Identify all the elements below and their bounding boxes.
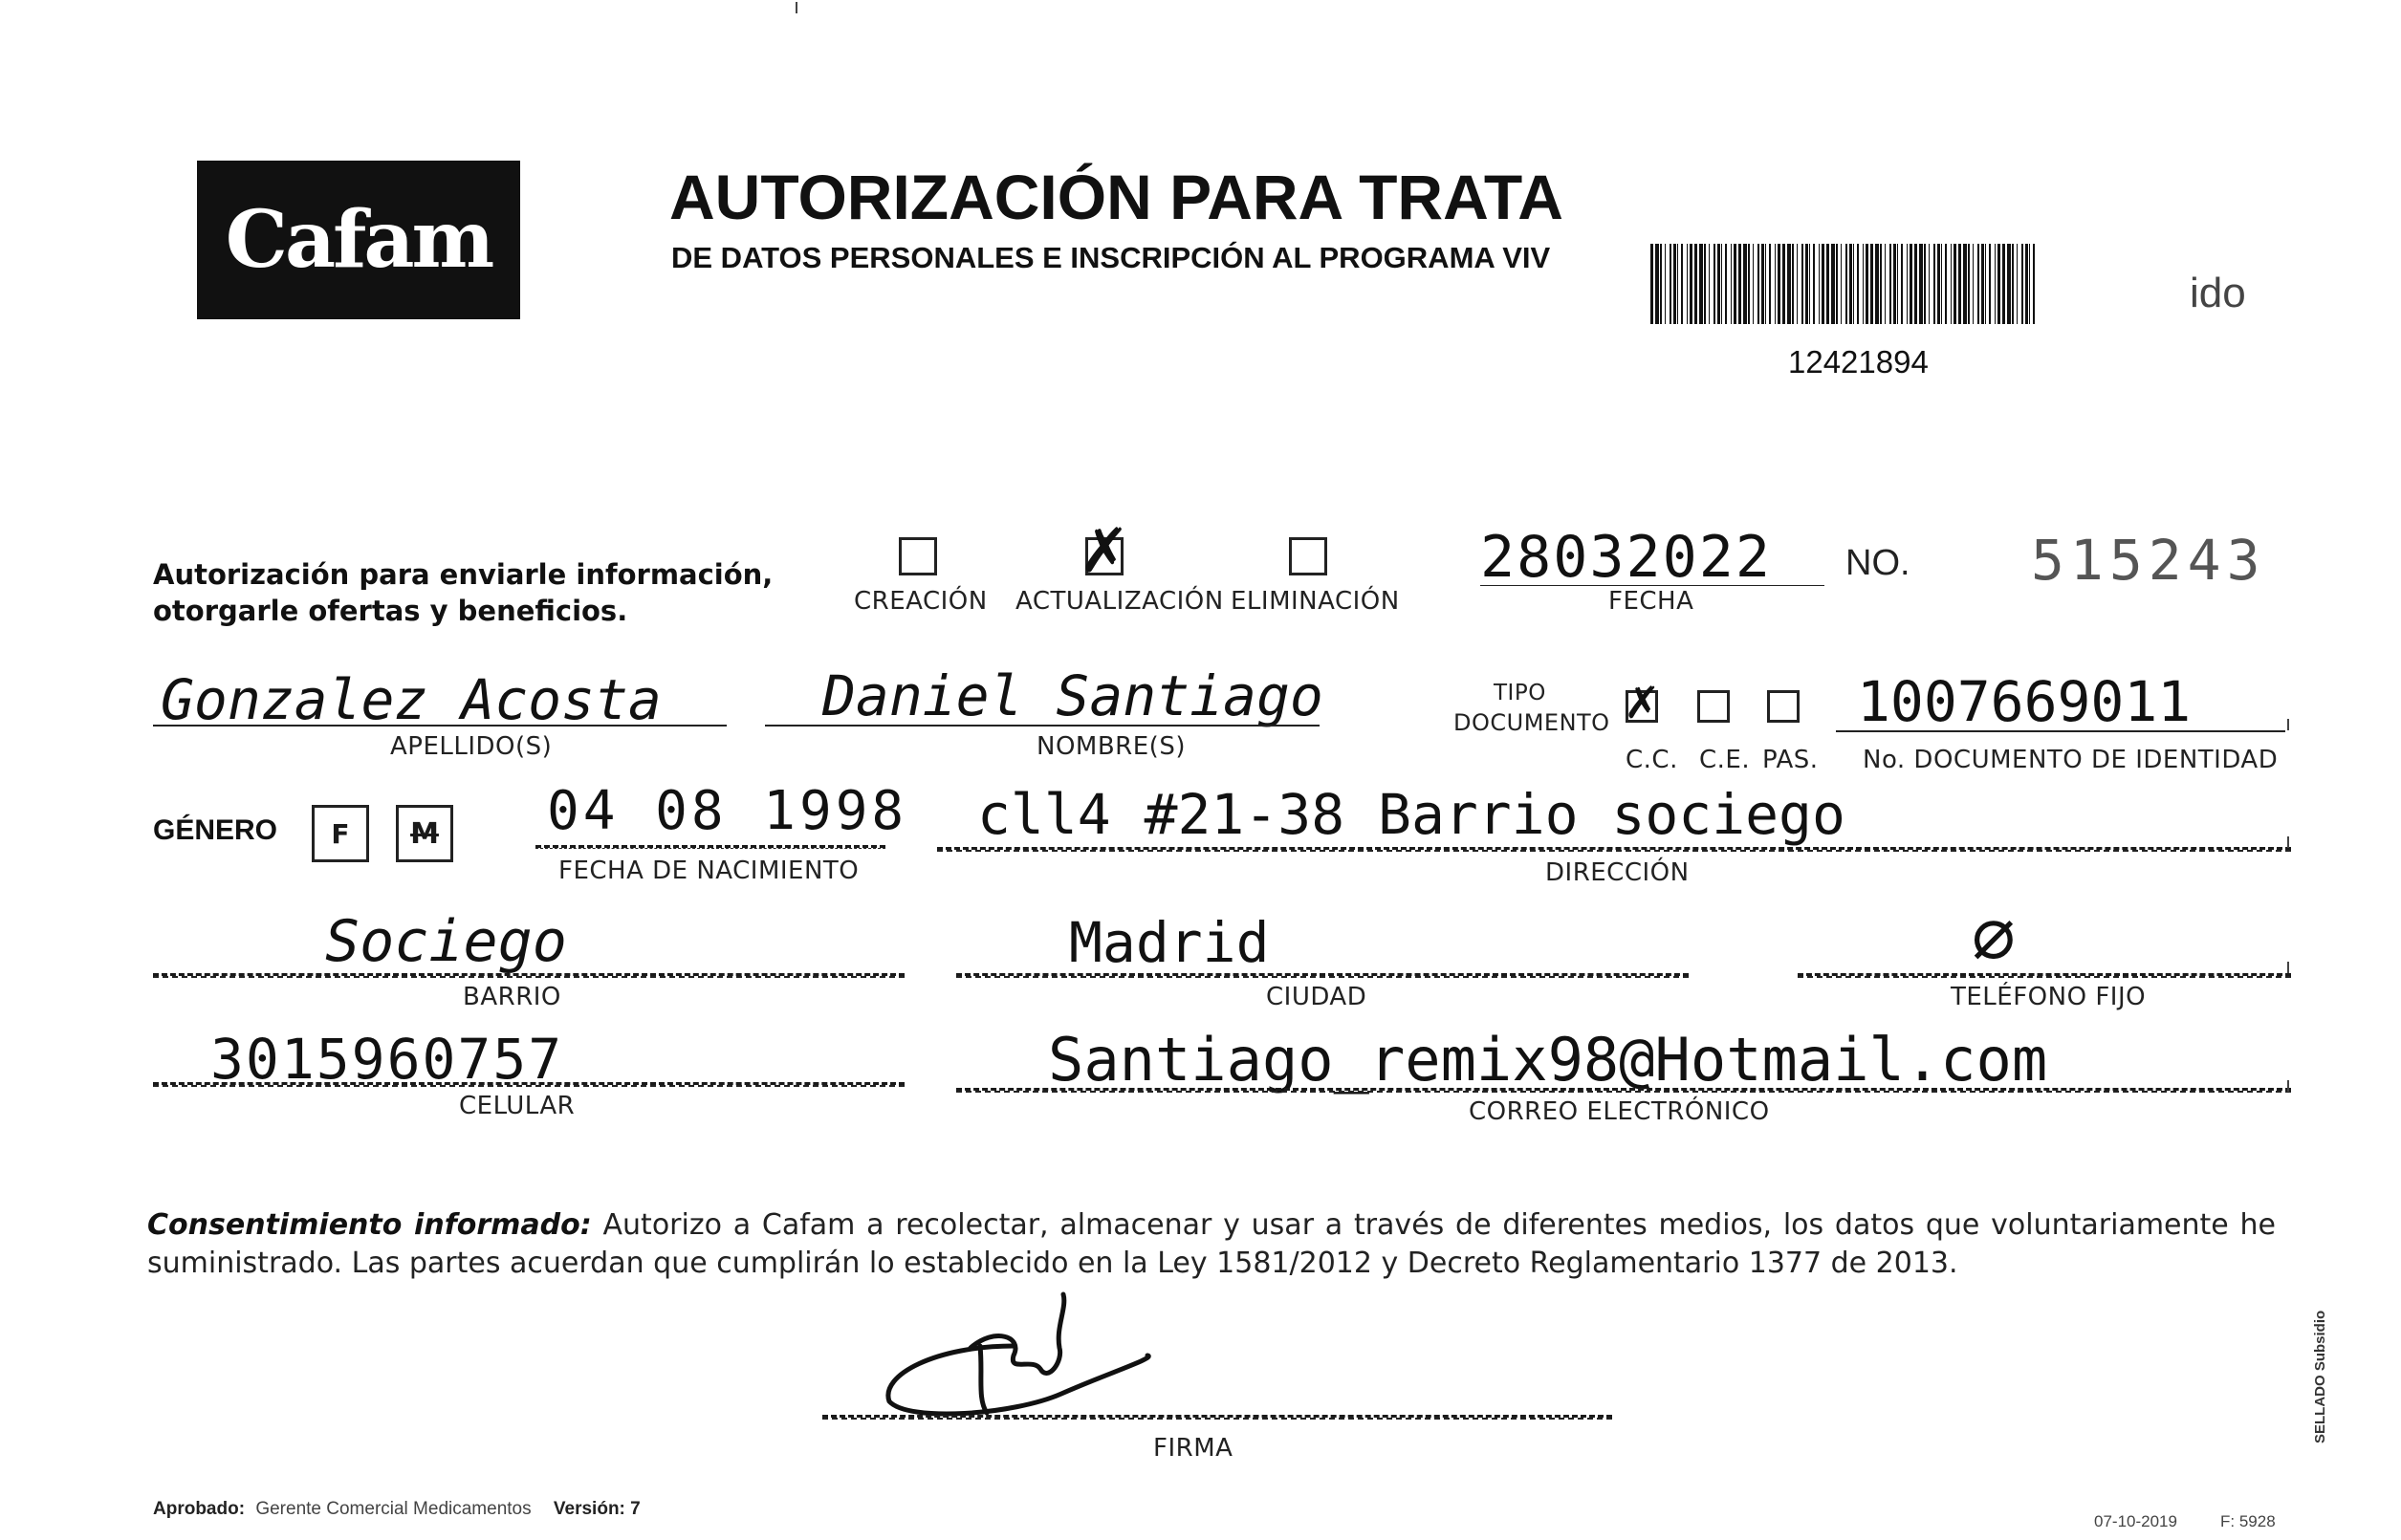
authorization-text bbox=[153, 556, 773, 629]
genero-f-box[interactable] bbox=[312, 805, 369, 862]
barcode-bar bbox=[1748, 244, 1750, 324]
barcode-bar bbox=[1778, 244, 1780, 324]
doc-number-underline bbox=[1836, 730, 2285, 732]
celular-underline bbox=[153, 1082, 905, 1087]
cc-check-mark: ✗ bbox=[1624, 677, 1661, 728]
correo-value[interactable]: Santiago_remix98@Hotmail.com bbox=[1048, 1025, 2048, 1095]
aprobado-label: Aprobado: bbox=[153, 1499, 246, 1519]
header-fragment: ido bbox=[2190, 270, 2246, 316]
barcode-bar bbox=[1699, 244, 1703, 324]
barcode-bar bbox=[1753, 244, 1754, 324]
apellidos-underline bbox=[153, 725, 727, 727]
celular-label: CELULAR bbox=[459, 1092, 576, 1120]
nacimiento-label: FECHA DE NACIMIENTO bbox=[558, 857, 860, 885]
nombres-label: NOMBRE(S) bbox=[1037, 732, 1186, 761]
barcode-bar bbox=[1713, 244, 1715, 324]
barcode-bar bbox=[1650, 244, 1653, 324]
barcode-bar bbox=[2025, 244, 2028, 324]
barcode-bar bbox=[1853, 244, 1854, 324]
barcode-bar bbox=[2002, 244, 2005, 324]
barcode-bar bbox=[1880, 244, 1882, 324]
barcode-bar bbox=[1655, 244, 1659, 324]
barcode-bar bbox=[1973, 244, 1974, 324]
barcode-bar bbox=[1929, 244, 1930, 324]
barcode-bar bbox=[1673, 244, 1676, 324]
actualizacion-label: ACTUALIZACIÓN bbox=[1015, 587, 1224, 616]
barcode-bar bbox=[1995, 244, 1996, 324]
doc-number-value[interactable]: 1007669011 bbox=[1857, 669, 2192, 734]
barcode-bar bbox=[1863, 244, 1864, 324]
firma-label: FIRMA bbox=[1153, 1434, 1233, 1463]
barcode-bar bbox=[1997, 244, 2000, 324]
barcode-bar bbox=[1677, 244, 1678, 324]
barcode-bar bbox=[1849, 244, 1852, 324]
barcode-bar bbox=[1857, 244, 1859, 324]
direccion-label: DIRECCIÓN bbox=[1545, 858, 1690, 887]
barcode-bar bbox=[1897, 244, 1898, 324]
barcode-bar bbox=[1792, 244, 1794, 324]
genero-f-label: F bbox=[331, 817, 350, 850]
ce-checkbox[interactable] bbox=[1697, 690, 1730, 723]
barcode-bar bbox=[2033, 244, 2035, 324]
authorization-text-line1: Autorización para enviarle información, bbox=[153, 558, 774, 591]
barcode-bar bbox=[1866, 244, 1868, 324]
form-number: 515243 bbox=[2031, 528, 2266, 593]
barcode-bar bbox=[1665, 244, 1666, 324]
barcode-bar bbox=[2021, 244, 2023, 324]
form-title: AUTORIZACIÓN PARA TRATA bbox=[669, 162, 1563, 232]
creacion-label: CREACIÓN bbox=[854, 587, 988, 616]
barcode-bar bbox=[1826, 244, 1829, 324]
barcode-bar bbox=[1958, 244, 1961, 324]
barcode-bar bbox=[1977, 244, 1979, 324]
side-stamp-text: SELLADO Subsidio bbox=[2312, 1310, 2328, 1443]
barcode-bar bbox=[1709, 244, 1710, 324]
ciudad-value[interactable]: Madrid bbox=[1069, 910, 1270, 975]
logo-text: Cafam bbox=[225, 194, 492, 286]
barcode-bar bbox=[2007, 244, 2011, 324]
signature-image bbox=[870, 1289, 1176, 1432]
barcode-bar bbox=[1885, 244, 1886, 324]
barcode-bar bbox=[1822, 244, 1824, 324]
scan-tick bbox=[796, 2, 797, 13]
telefono-underline bbox=[1798, 973, 2291, 978]
nombres-underline bbox=[765, 725, 1320, 727]
barcode-bar bbox=[1981, 244, 1984, 324]
barcode-bar bbox=[1787, 244, 1791, 324]
barcode-bar bbox=[1945, 244, 1947, 324]
barcode-bar bbox=[1775, 244, 1776, 324]
barcode-bar bbox=[1734, 244, 1736, 324]
barcode-bar bbox=[1937, 244, 1940, 324]
creacion-checkbox[interactable] bbox=[899, 537, 937, 575]
version-value: 7 bbox=[630, 1499, 641, 1519]
fecha-underline bbox=[1480, 585, 1824, 586]
correo-underline bbox=[956, 1088, 2291, 1093]
barrio-underline bbox=[153, 973, 905, 978]
consent-paragraph bbox=[147, 1206, 2276, 1283]
fecha-value[interactable]: 28032022 bbox=[1480, 524, 1772, 591]
genero-label: GÉNERO bbox=[153, 814, 278, 846]
barcode-bar bbox=[1801, 244, 1803, 324]
barcode-bar bbox=[1954, 244, 1956, 324]
eliminacion-label: ELIMINACIÓN bbox=[1231, 587, 1400, 616]
barcode-bar bbox=[2012, 244, 2014, 324]
barcode-bar bbox=[1907, 244, 1908, 324]
tipo-label: TIPO bbox=[1494, 681, 1546, 705]
direccion-underline bbox=[937, 847, 2291, 852]
barcode-bar bbox=[1933, 244, 1935, 324]
barcode-bar bbox=[1963, 244, 1967, 324]
scan-tick bbox=[2287, 1080, 2289, 1092]
barcode-bar bbox=[1968, 244, 1970, 324]
barcode-bar bbox=[1889, 244, 1891, 324]
barcode-bar bbox=[1819, 244, 1820, 324]
signature-underline bbox=[822, 1415, 1612, 1420]
correo-label: CORREO ELECTRÓNICO bbox=[1469, 1097, 1770, 1126]
barcode-bar bbox=[1951, 244, 1952, 324]
nacimiento-value[interactable]: 04 08 1998 bbox=[547, 780, 908, 842]
footer-code: F: 5928 bbox=[2220, 1512, 2276, 1530]
version-label: Versión: bbox=[553, 1499, 625, 1519]
ciudad-underline bbox=[956, 973, 1689, 978]
barcode-bar bbox=[1681, 244, 1683, 324]
barcode-bar bbox=[1941, 244, 1942, 324]
barcode bbox=[1650, 244, 2041, 324]
barcode-bar bbox=[1687, 244, 1688, 324]
eliminacion-checkbox[interactable] bbox=[1289, 537, 1327, 575]
scan-tick bbox=[2287, 962, 2289, 973]
barcode-bar bbox=[1782, 244, 1785, 324]
barrio-value[interactable]: Sociego bbox=[325, 908, 567, 975]
barcode-bar bbox=[1836, 244, 1838, 324]
barcode-bar bbox=[1797, 244, 1798, 324]
documento-label: DOCUMENTO bbox=[1453, 709, 1610, 736]
consent-text: Autorizo a Cafam a recolectar, almacenar y usar a través de diferentes medios, los datos que voluntariamente he suministrado. Las partes acuerdan que cumplirán lo establecido en la Ley 1581/2012 y Decreto Reglamentario 1377 de 2013. bbox=[147, 1208, 2276, 1280]
barcode-bar bbox=[1717, 244, 1720, 324]
barcode-bar bbox=[1743, 244, 1747, 324]
pas-label: PAS. bbox=[1762, 746, 1819, 774]
barcode-bar bbox=[1924, 244, 1926, 324]
scan-tick bbox=[2287, 836, 2289, 848]
barcode-bar bbox=[1910, 244, 1912, 324]
nacimiento-underline bbox=[535, 845, 885, 849]
apellidos-value[interactable]: Gonzalez Acosta bbox=[161, 667, 662, 732]
barcode-bar bbox=[1985, 244, 1986, 324]
genero-m-box[interactable] bbox=[396, 805, 453, 862]
barcode-bar bbox=[1704, 244, 1706, 324]
barcode-bar bbox=[1901, 244, 1903, 324]
barcode-bar bbox=[1765, 244, 1766, 324]
barcode-bar bbox=[1989, 244, 1991, 324]
no-label: NO. bbox=[1845, 543, 1910, 583]
barcode-bar bbox=[2017, 244, 2018, 324]
celular-value[interactable]: 3015960757 bbox=[210, 1027, 564, 1092]
barcode-bar bbox=[1914, 244, 1917, 324]
barcode-bar bbox=[1919, 244, 1923, 324]
barcode-bar bbox=[1870, 244, 1873, 324]
pas-checkbox[interactable] bbox=[1767, 690, 1800, 723]
barcode-bar bbox=[1761, 244, 1764, 324]
barcode-bar bbox=[1841, 244, 1842, 324]
genero-m-label: M bbox=[410, 816, 439, 851]
barcode-bar bbox=[1690, 244, 1692, 324]
barcode-bar bbox=[1670, 244, 1671, 324]
nombres-value[interactable]: Daniel Santiago bbox=[822, 663, 1323, 728]
barcode-bar bbox=[1805, 244, 1808, 324]
barcode-bar bbox=[1813, 244, 1815, 324]
cafam-logo bbox=[197, 161, 520, 319]
ciudad-label: CIUDAD bbox=[1266, 983, 1367, 1011]
barcode-number: 12421894 bbox=[1788, 344, 1929, 380]
barcode-bar bbox=[1845, 244, 1847, 324]
direccion-value[interactable]: cll4 #21-38 Barrio sociego bbox=[977, 782, 1845, 847]
consent-heading: Consentimiento informado: bbox=[147, 1208, 592, 1242]
barcode-bar bbox=[1757, 244, 1759, 324]
aprobado-value: Gerente Comercial Medicamentos bbox=[255, 1499, 532, 1519]
telefono-label: TELÉFONO FIJO bbox=[1951, 983, 2147, 1011]
barcode-bar bbox=[1738, 244, 1741, 324]
barcode-bar bbox=[2029, 244, 2030, 324]
barcode-bar bbox=[1875, 244, 1879, 324]
barcode-bar bbox=[1731, 244, 1732, 324]
doc-number-label: No. DOCUMENTO DE IDENTIDAD bbox=[1863, 746, 2279, 774]
barcode-bar bbox=[1809, 244, 1810, 324]
barcode-bar bbox=[1725, 244, 1727, 324]
barcode-bar bbox=[1893, 244, 1896, 324]
scan-tick bbox=[2287, 719, 2289, 730]
footer-date: 07-10-2019 bbox=[2094, 1512, 2177, 1530]
authorization-text-line2: otorgarle ofertas y beneficios. bbox=[153, 595, 628, 627]
barcode-bar bbox=[1721, 244, 1722, 324]
footer-approval bbox=[153, 1499, 641, 1520]
fecha-label: FECHA bbox=[1608, 587, 1694, 616]
form-subtitle: DE DATOS PERSONALES E INSCRIPCIÓN AL PROGRAMA VIV bbox=[671, 241, 1551, 274]
barcode-bar bbox=[1660, 244, 1662, 324]
cc-label: C.C. bbox=[1626, 746, 1678, 774]
barrio-label: BARRIO bbox=[463, 983, 561, 1011]
barcode-bar bbox=[1831, 244, 1835, 324]
ce-label: C.E. bbox=[1699, 746, 1751, 774]
telefono-value[interactable]: ∅ bbox=[1972, 895, 2016, 980]
actualizacion-check-mark: ✗ bbox=[1079, 516, 1130, 587]
barcode-bar bbox=[1769, 244, 1771, 324]
apellidos-label: APELLIDO(S) bbox=[390, 732, 553, 761]
barcode-bar bbox=[1694, 244, 1697, 324]
